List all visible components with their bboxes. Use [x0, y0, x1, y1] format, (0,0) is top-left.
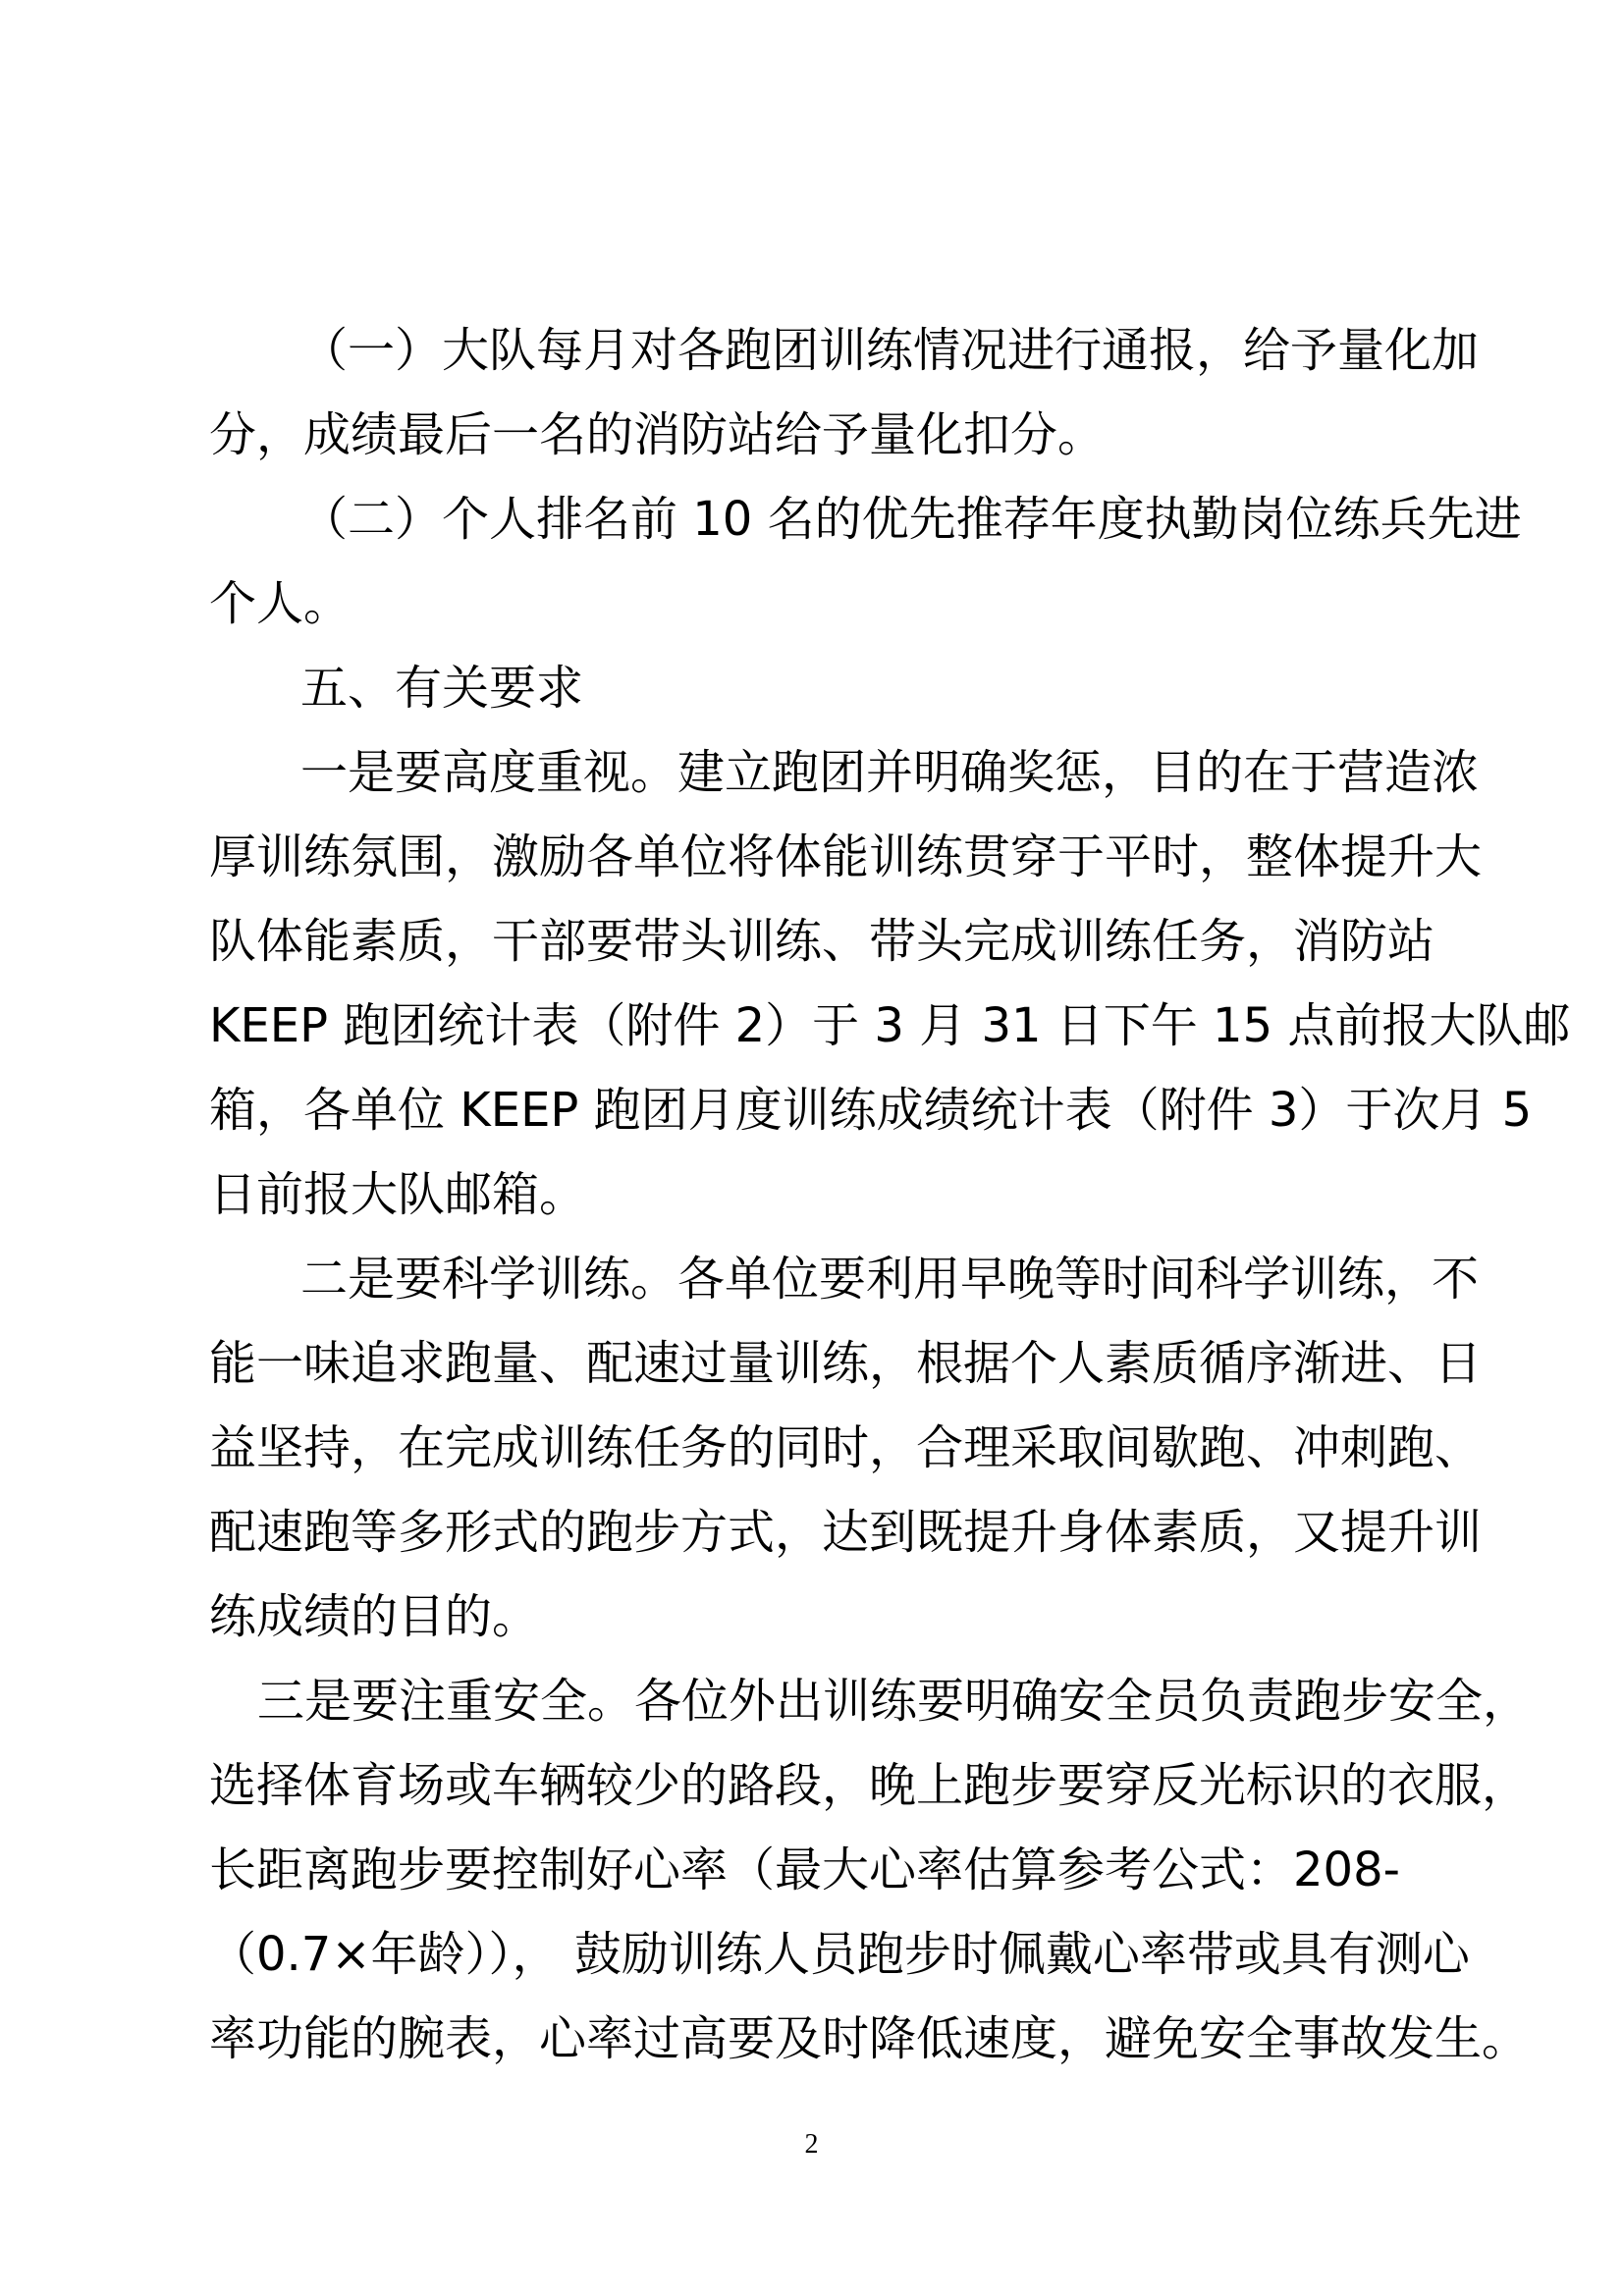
- paragraph-line: 选择体育场或车辆较少的路段，晚上跑步要穿反光标识的衣服，: [209, 1758, 1530, 1813]
- paragraph-line: 日前报大队邮箱。: [209, 1167, 587, 1222]
- paragraph-line: 一是要高度重视。建立跑团并明确奖惩，目的在于营造浓: [300, 745, 1480, 800]
- paragraph-line: 率功能的腕表，心率过高要及时降低速度，避免安全事故发生。: [209, 2011, 1530, 2066]
- page-number: 2: [804, 2129, 819, 2160]
- paragraph-line: 厚训练氛围，激励各单位将体能训练贯穿于平时，整体提升大: [209, 829, 1483, 884]
- paragraph-line: （一）大队每月对各跑团训练情况进行通报，给予量化加: [300, 323, 1480, 378]
- paragraph-line: 能一味追求跑量、配速过量训练，根据个人素质循序渐进、日: [209, 1336, 1483, 1391]
- paragraph-line: 分，成绩最后一名的消防站给予量化扣分。: [209, 407, 1106, 462]
- paragraph-line: KEEP 跑团统计表（附件 2）于 3 月 31 日下午 15 点前报大队邮: [209, 998, 1571, 1053]
- paragraph-line: （0.7×年龄））， 鼓励训练人员跑步时佩戴心率带或具有测心: [209, 1927, 1470, 1982]
- paragraph-line: 配速跑等多形式的跑步方式，达到既提升身体素质，又提升训: [209, 1505, 1483, 1560]
- paragraph-line: （二）个人排名前 10 名的优先推荐年度执勤岗位练兵先进: [300, 492, 1522, 547]
- paragraph-line: 练成绩的目的。: [209, 1589, 540, 1644]
- paragraph-line: 长距离跑步要控制好心率（最大心率估算参考公式：208-: [209, 1842, 1400, 1897]
- section-heading: 五、有关要求: [300, 661, 584, 716]
- paragraph-line: 箱，各单位 KEEP 跑团月度训练成绩统计表（附件 3）于次月 5: [209, 1083, 1533, 1138]
- paragraph-line: 队体能素质，干部要带头训练、带头完成训练任务，消防站: [209, 914, 1435, 969]
- paragraph-line: 个人。: [209, 576, 352, 631]
- paragraph-line: 二是要科学训练。各单位要利用早晚等时间科学训练，不: [300, 1252, 1480, 1307]
- paragraph-line: 三是要注重安全。各位外出训练要明确安全员负责跑步安全，: [257, 1674, 1531, 1729]
- paragraph-line: 益坚持，在完成训练任务的同时，合理采取间歇跑、冲刺跑、: [209, 1420, 1483, 1475]
